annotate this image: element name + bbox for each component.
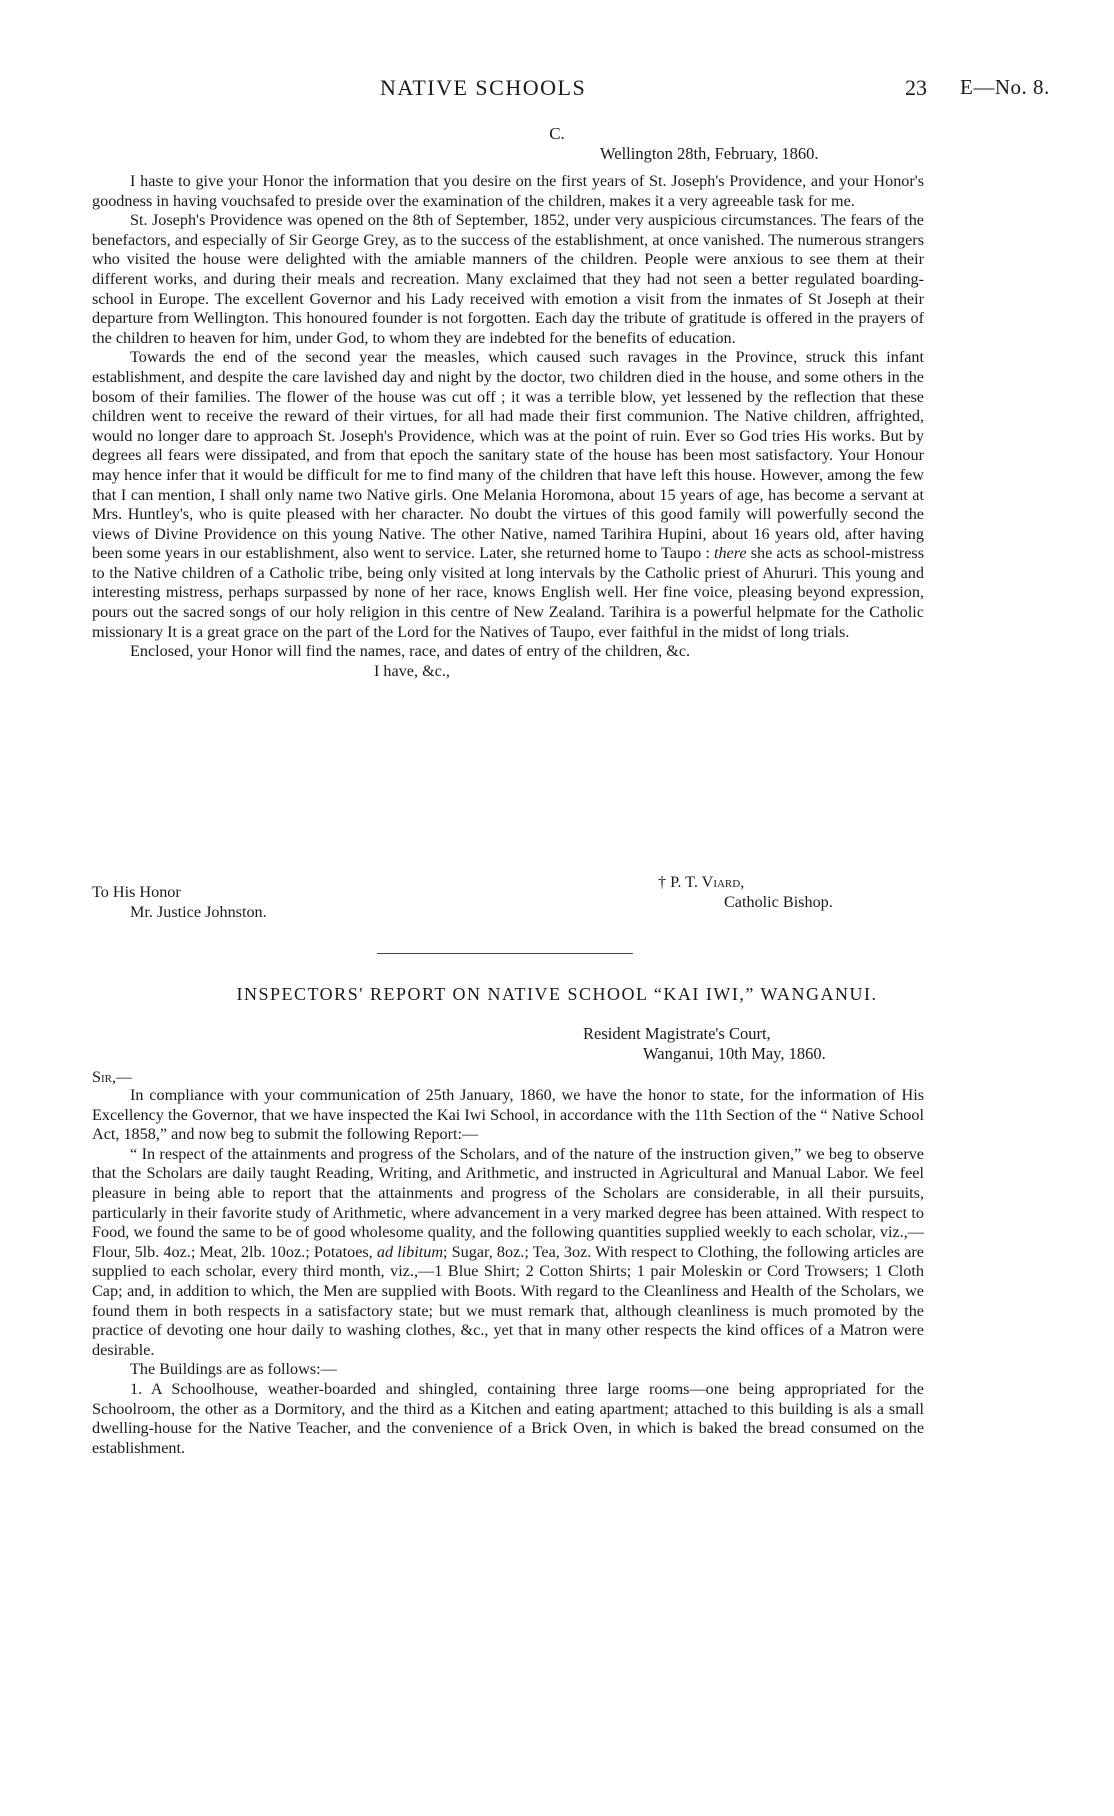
- letter-paragraph: Towards the end of the second year the measles, which caused such ravages in the Province, struck this infant establishment, and despite the care lavished day and night by the doctor, two children died in the house, and some others in the bosom of their families. The flower of the house was cut off ; it was a terrible blow, yet lessened by the reflection that these children went to receive the reward of their virtues, for all had made their first communion. The Native children, affrighted, would no longer dare to approach St. Joseph's Providence, which was at the point of ruin. Ever so God tries His works. But by degrees all fears were dissipated, and from that epoch the sanitary state of the house has been most satisfactory. Your Honour may hence infer that it would be difficult for me to find many of the children that have left this house. However, among the few that I can mention, I shall only name two Native girls. One Melania Horomona, about 15 years of age, has become a servant at Mrs. Huntley's, who is quite pleased with her character. No doubt the virtues of this good family will powerfully second the views of Divine Providence on this young Native. The other Native, named Tarihira Hupini, about 16 years old, after having been some years in our establishment, also went to service. Later, she returned home to Taupo : there she acts as school-mistress to the Native children of a Catholic tribe, being only visited at long intervals by the Catholic priest of Ahururi. This young and interesting mistress, perhaps surpassed by none of her race, knows English well. Her fine voice, pleasing beyond expression, pours out the sacred songs of our holy religion in this centre of New Zealand. Tarihira is a powerful helpmate for the Catholic missionary It is a great grace on the part of the Lord for the Natives of Taupo, ever faithful in the midst of long trials.: [92, 348, 924, 641]
- report-body: [92, 1086, 924, 1458]
- letter-paragraph: I haste to give your Honor the information that you desire on the first years of St. Joseph's Providence, and your Honor's goodness in having vouchsafed to preside over the examination of the children, makes it a very agreeable task for me.: [92, 172, 924, 210]
- addressee-line: To His Honor: [92, 883, 181, 901]
- signature-title: Catholic Bishop.: [724, 893, 833, 911]
- report-paragraph: “ In respect of the attainments and progress of the Scholars, and of the nature of the instruction given,” we beg to observe that the Scholars are daily taught Reading, Writing, and Arithmetic, and instructed in Agricultural and Manual Labor. We feel pleasure in being able to report that the attainments and progress of the Scholars are considerable, in all their pursuits, particularly in their favorite study of Arithmetic, where advancement in a very marked degree has been attained. With respect to Food, we found the same to be of good wholesome quality, and the following quantities supplied weekly to each scholar, viz.,—Flour, 5lb. 4oz.; Meat, 2lb. 10oz.; Potatoes, ad libitum; Sugar, 8oz.; Tea, 3oz. With respect to Clothing, the following articles are supplied to each scholar, every third month, viz.,—1 Blue Shirt; 2 Cotton Shirts; 1 pair Moleskin or Cord Trowsers; 1 Cloth Cap; and, in addition to which, the Men are supplied with Boots. With regard to the Cleanliness and Health of the Scholars, we found them in both respects in a satisfactory state; but we must remark that, although cleanliness is much promoted by the practice of devoting one hour daily to washing clothes, &c., yet that in many other respects the kind offices of a Matron were desirable.: [92, 1144, 924, 1359]
- page-header: [0, 75, 1114, 102]
- letter-paragraph: Enclosed, your Honor will find the names, race, and dates of entry of the children, &c.: [130, 642, 691, 661]
- report-title: INSPECTORS' REPORT ON NATIVE SCHOOL “KAI IWI,” WANGANUI.: [236, 984, 878, 1004]
- emphasis-text: there: [713, 544, 747, 563]
- document-reference: E—No. 8.: [960, 75, 1050, 99]
- addressee-name: Mr. Justice Johnston.: [130, 903, 267, 921]
- report-paragraph: 1. A Schoolhouse, weather-boarded and shingled, containing three large rooms—one being appropriated for the Schoolroom, the other as a Dormitory, and the third as a Kitchen and eating apartment; attached to this building is als a small dwelling-house for the Native Teacher, and the convenience of a Brick Oven, in which is baked the bread consumed on the establishment.: [92, 1379, 924, 1457]
- salutation: Sir,—: [92, 1068, 133, 1086]
- letter-dateline: Wellington 28th, February, 1860.: [600, 144, 819, 163]
- emphasis-text: ad libitum: [376, 1242, 444, 1261]
- signature-name: † P. T. Viard,: [658, 873, 745, 891]
- running-title: NATIVE SCHOOLS: [380, 75, 587, 100]
- letter-paragraph: St. Joseph's Providence was opened on the 8th of September, 1852, under very auspicious circumstances. The fears of the benefactors, and especially of Sir George Grey, as to the success of the establishment, at once vanished. The numerous strangers who visited the house were delighted with the amiable manners of the children. People were anxious to see them at their different works, and during their meals and recreation. Many exclaimed that they had not seen a better regulated boarding-school in Europe. The excellent Governor and his Lady received with emotion a visit from the inmates of St Joseph at their departure from Wellington. This honoured founder is not forgotten. Each day the tribute of gratitude is offered in the prayers of the children to heaven for him, under God, to whom they are indebted for the benefits of education.: [92, 211, 924, 347]
- page-number: 23: [905, 75, 927, 100]
- letter-closing: I have, &c.,: [374, 661, 450, 680]
- report-paragraph: In compliance with your communication of 25th January, 1860, we have the honor to state, for the information of His Excellency the Governor, that we have inspected the Kai Iwi School, in accordance with the 11th Section of the “ Native School Act, 1858,” and now beg to submit the following Report:—: [92, 1086, 924, 1144]
- letter-body: [92, 172, 924, 681]
- letter-label: C.: [549, 124, 565, 143]
- address-line: Resident Magistrate's Court,: [583, 1024, 771, 1043]
- section-divider: [377, 953, 633, 954]
- signature-block: [92, 873, 924, 943]
- report-paragraph: The Buildings are as follows:—: [130, 1360, 337, 1379]
- address-date: Wanganui, 10th May, 1860.: [643, 1044, 826, 1063]
- report-address: [583, 1024, 826, 1064]
